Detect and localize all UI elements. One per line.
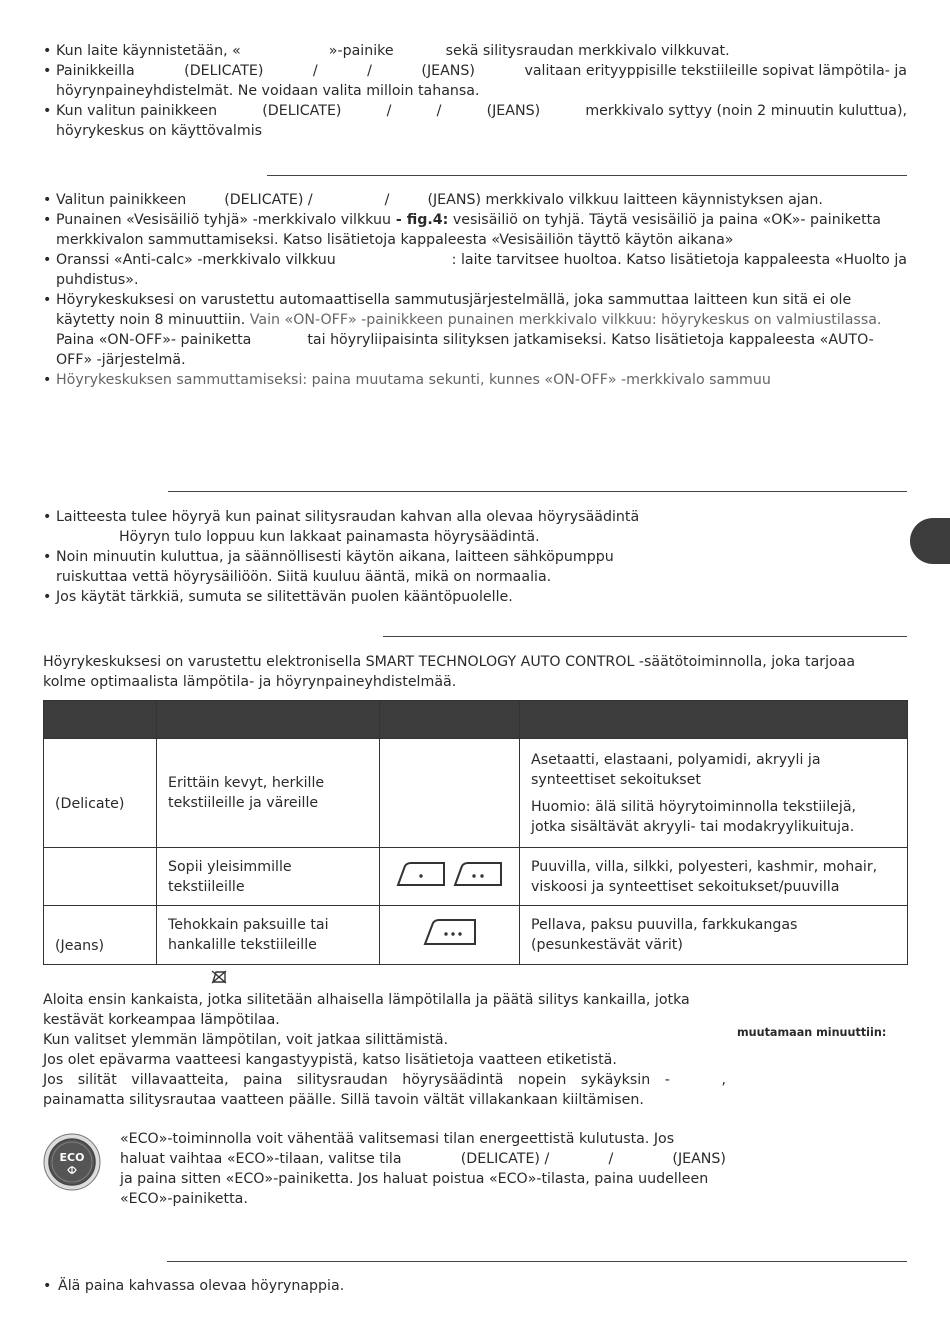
fabric-cell: Asetaatti, elastaani, polyamidi, akryyli ja synteettiset sekoitukset Huomio: älä silitä höyrytoiminnolla tekstiilejä, jotka sisältävät akryyli- tai modakryylikuituja. [520, 739, 908, 848]
iron-one-dot-icon [395, 860, 447, 888]
no-steam-icon [211, 969, 227, 984]
mode-cell [44, 848, 157, 906]
intro-paragraph: Höyrykeskuksesi on varustettu elektronisella SMART TECHNOLOGY AUTO CONTROL -säätötoiminnolla, joka tarjoaa kolme optimaalista lämpötila- ja höyrynpaineyhdistelmää. [43, 654, 856, 690]
table-header-row [44, 701, 908, 739]
fabric-cell: Pellava, paksu puuvilla, farkkukangas (pesunkestävät värit) [520, 906, 908, 965]
bullet-selected-blink: • Valitun painikkeen (DELICATE) / / (JEANS) merkkivalo vilkkuu laitteen käynnistyksen ajan. [43, 192, 823, 208]
eco-icon [43, 1133, 101, 1191]
bullet-buttons: • Painikkeilla (DELICATE) / / (JEANS) valitaan erityyppisille tekstiileille sopivat lämpötila- ja höyrynpaineyhdistelmät. Ne voidaan valita milloin tahansa. [43, 63, 907, 99]
bullet-startup: • Kun laite käynnistetään, « »-painike sekä silitysraudan merkkivalo vilkkuvat. [43, 43, 730, 59]
fabric-cell: Puuvilla, villa, silkki, polyesteri, kashmir, mohair, viskoosi ja synteettiset sekoitukset/puuvilla [520, 848, 908, 906]
settings-table [43, 700, 908, 965]
eco-paragraph: «ECO»-toiminnolla voit vähentää valitsemasi tilan energeettistä kulutusta. Jos haluat vaihtaa «ECO»-tilaan, valitse tila (DELICATE) / / (JEANS) ja paina sitten «ECO»-painiketta. Jos haluat poistua «ECO»-tilasta, paina uudelleen «ECO»-painiketta. [120, 1131, 726, 1207]
table-row [44, 848, 908, 906]
desc-cell: Sopii yleisimmille tekstiileille [157, 848, 380, 906]
bullet-anticalc: • Oranssi «Anti-calc» -merkkivalo vilkkuu : laite tarvitsee huoltoa. Katso lisätietoja kappaleesta «Huolto ja puhdistus». [43, 252, 907, 288]
section-rule-1 [267, 175, 907, 176]
bullet-switch-off: • Höyrykeskuksen sammuttamiseksi: paina muutama sekunti, kunnes «ON-OFF» -merkkivalo sammuu [43, 372, 771, 388]
svg-text:ECO: ECO [59, 1151, 85, 1164]
table-row [44, 906, 908, 965]
bullet-pump: • Noin minuutin kuluttua, ja säännöllisesti käytön aikana, laitteen sähköpumppu ruiskuttaa vettä höyrysäiliöön. Siitä kuuluu ääntä, mikä on normaalia. [43, 549, 614, 585]
mode-cell: (Jeans) [44, 906, 157, 965]
mode-cell: (Delicate) [44, 739, 157, 848]
side-note: muutamaan minuuttiin: [737, 1026, 887, 1039]
desc-cell: Erittäin kevyt, herkille tekstiileille ja väreille [157, 739, 380, 848]
iron-cell [380, 848, 520, 906]
iron-two-dots-icon [452, 860, 504, 888]
iron-cell [380, 739, 520, 848]
iron-three-dots-icon [422, 917, 478, 947]
bullet-starch: • Jos käytät tärkkiä, sumuta se silitettävän puolen kääntöpuolelle. [43, 589, 513, 605]
section-rule-3 [383, 636, 907, 637]
section-rule-4 [167, 1261, 907, 1262]
tips-paragraph: Aloita ensin kankaista, jotka silitetään alhaisella lämpötilalla ja päätä silitys kankailla, jotka kestävät korkeampaa lämpötilaa. Kun valitset ylemmän lämpötilan, voit jatkaa silittämistä. Jos olet epävarma vaatteesi kangastyypistä, katso lisätietoja vaatteen etiketistä. Jos silität villavaatteita, paina silitysraudan höyrysäädintä nopein sykäyksin - , painamatta silitysrautaa vaatteen päälle. Sillä tavoin vältät villakankaan kiiltämisen. [43, 992, 726, 1108]
bullet-water-empty: • Punainen «Vesisäiliö tyhjä» -merkkivalo vilkkuu - fig.4: vesisäiliö on tyhjä. Täytä vesisäiliö ja paina «OK»- painiketta merkkivalon sammuttamiseksi. Katso lisätietoja kappaleesta «Vesisäiliön täyttö käytön aikana» [43, 212, 881, 248]
table-row [44, 739, 908, 848]
bullet-auto-off: • Höyrykeskuksesi on varustettu automaattisella sammutusjärjestelmällä, joka sammuttaa laitteen kun sitä ei ole käytetty noin 8 minuuttiin. Vain «ON-OFF» -painikkeen punainen merkkivalo vilkkuu: höyrykeskus on valmiustilassa. Paina «ON-OFF»- painiketta tai höyryliipaisinta silityksen jatkamiseksi. Katso lisätietoja kappaleesta «AUTO- OFF» -järjestelmä. [43, 292, 882, 368]
chapter-tab [910, 518, 950, 564]
bullet-steam: • Laitteesta tulee höyryä kun painat silitysraudan kahvan alla olevaa höyrysäädintä Höyryn tulo loppuu kun lakkaat painamasta höyrysäädintä. [43, 509, 640, 545]
section-rule-2 [168, 491, 907, 492]
iron-cell [380, 906, 520, 965]
bullet-dont-press: • Älä paina kahvassa olevaa höyrynappia. [43, 1278, 345, 1294]
bullet-ready: • Kun valitun painikkeen (DELICATE) / / (JEANS) merkkivalo syttyy (noin 2 minuutin kuluttua), höyrykeskus on käyttövalmis [43, 103, 907, 139]
desc-cell: Tehokkain paksuille tai hankalille tekstiileille [157, 906, 380, 965]
